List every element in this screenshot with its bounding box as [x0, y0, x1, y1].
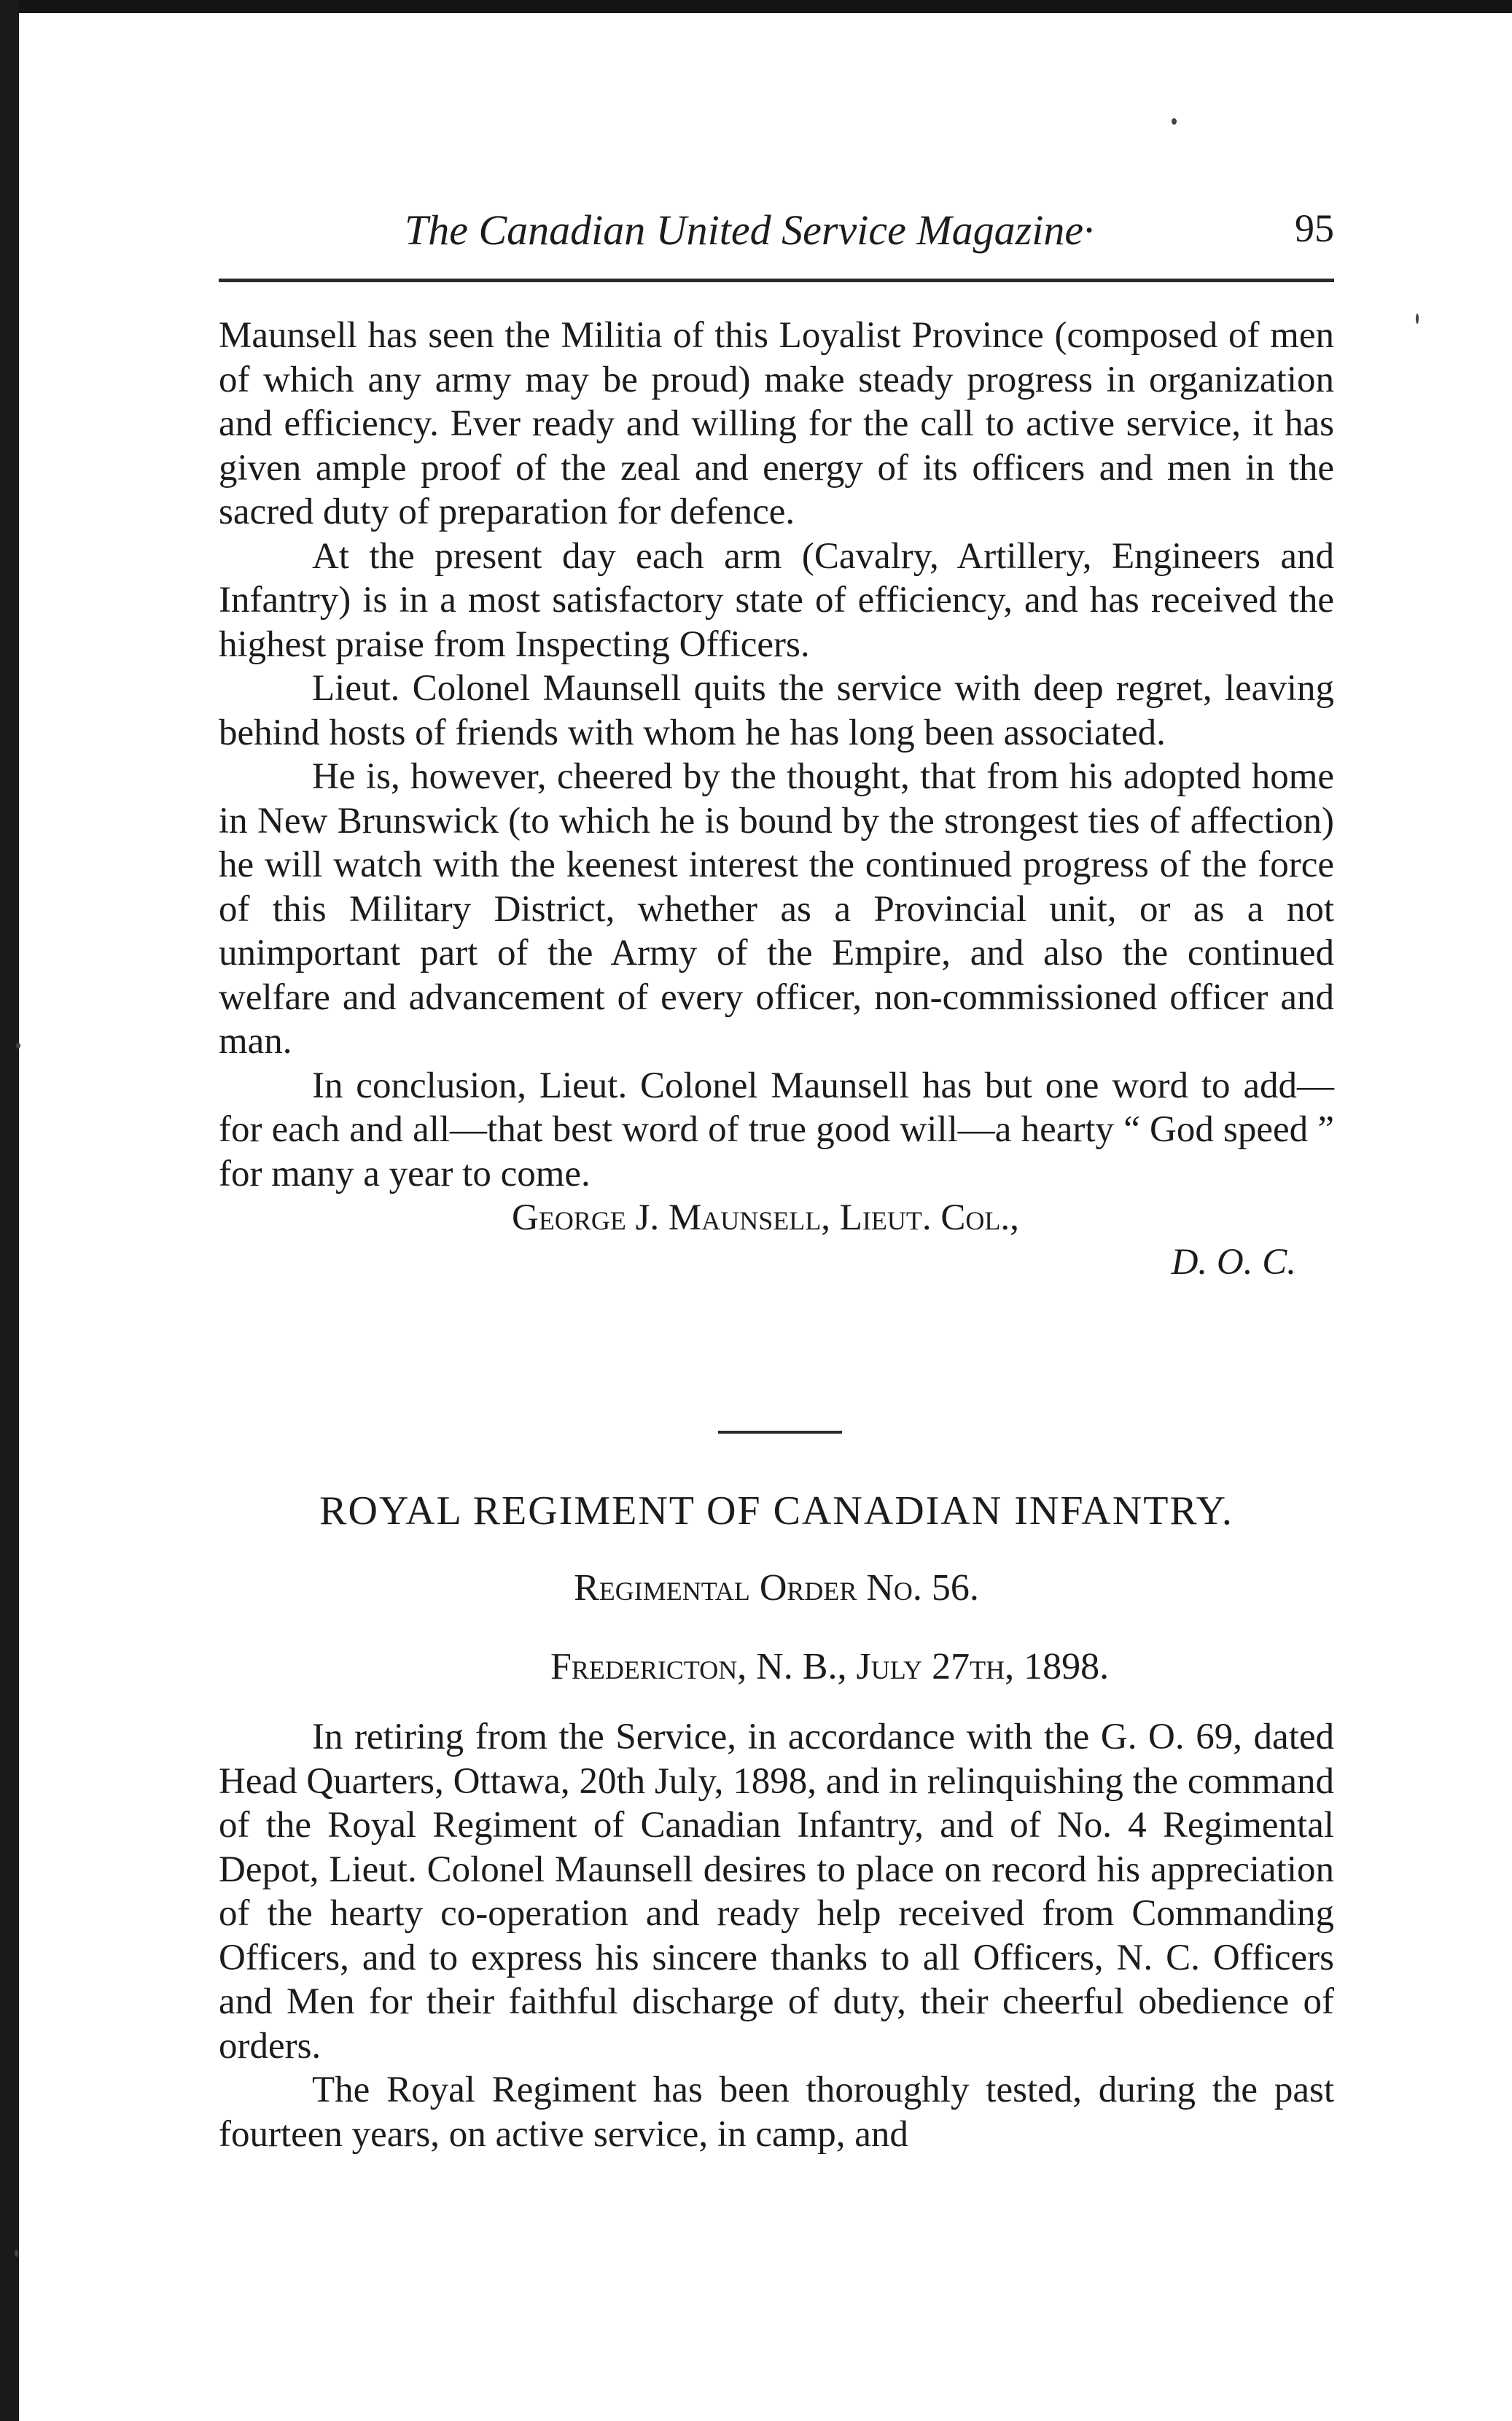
scan-speck	[1416, 314, 1419, 324]
signature: George J. Maunsell, Lieut. Col.,	[512, 1197, 1019, 1238]
scan-border-top	[0, 0, 1512, 13]
paragraph: The Royal Regiment has been thoroughly tested, during the past fourteen years, on active service, in camp, and	[219, 2070, 1334, 2155]
order-body	[219, 1715, 1334, 2156]
header-rule	[219, 279, 1334, 282]
paragraph: At the present day each arm (Cavalry, Artillery, Engineers and Infantry) is in a most satisfactory state of efficiency, and has received the highest praise from Inspecting Officers.	[219, 535, 1334, 665]
scan-speck	[16, 1043, 20, 1049]
order-number: Regimental Order No. 56.	[574, 1567, 979, 1609]
paragraph: In retiring from the Service, in accordance with the G. O. 69, dated Head Quarters, Ottawa, 20th July, 1898, and in relinquishing the command of the Royal Regiment of Canadian Infantry, and of No. 4 Regimental Depot, Lieut. Colonel Maunsell desires to place on record his appreciation of the hearty co-operation and ready help received from Commanding Officers, and to express his sincere thanks to all Officers, N. C. Officers and Men for their faithful discharge of duty, their cheerful obedience of orders.	[219, 1717, 1334, 2067]
scan-speck	[15, 2250, 18, 2257]
paragraph: He is, however, cheered by the thought, that from his adopted home in New Brunswick (to which he is bound by the strongest ties of affection) he will watch with the keenest interest the continued progress of the force of this Military District, whether as a Provincial unit, or as a not unimportant part of the Army of the Empire, and also the continued welfare and advancement of every officer, non-commissioned officer and man.	[219, 756, 1334, 1062]
page-number: 95	[1295, 206, 1334, 250]
paragraph: Maunsell has seen the Militia of this Loyalist Province (composed of men of which any army may be proud) make steady progress in organization and efficiency. Ever ready and willing for the call to active service, it has given ample proof of the zeal and energy of its officers and men in the sacred duty of preparation for defence.	[219, 315, 1334, 532]
running-title: The Canadian United Service Magazine·	[405, 206, 1094, 254]
paragraph: In conclusion, Lieut. Colonel Maunsell has but one word to add—for each and all—that best word of true good will—a hearty “ God speed ” for many a year to come.	[219, 1065, 1334, 1194]
scan-speck	[1172, 118, 1177, 125]
section-divider	[718, 1431, 842, 1434]
dateline: Fredericton, N. B., July 27th, 1898.	[550, 1646, 1110, 1687]
article-continuation	[219, 314, 1334, 1284]
signature-title: D. O. C.	[1171, 1241, 1296, 1283]
scan-border-left	[0, 0, 19, 2421]
page-header	[219, 206, 1334, 264]
section-title: ROYAL REGIMENT OF CANADIAN INFANTRY.	[319, 1488, 1234, 1534]
paragraph: Lieut. Colonel Maunsell quits the service with deep regret, leaving behind hosts of friends with whom he has long been associated.	[219, 668, 1334, 753]
